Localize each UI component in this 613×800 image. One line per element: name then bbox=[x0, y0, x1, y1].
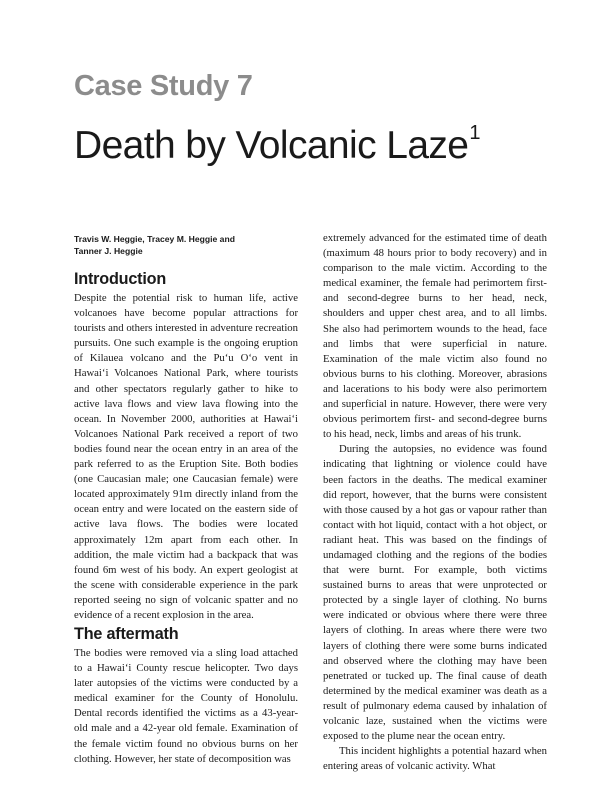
author-list bbox=[74, 233, 314, 257]
hazard-paragraph: This incident highlights a potential hazard when entering areas of volcanic activity. What bbox=[323, 745, 547, 773]
introduction-paragraph: Despite the potential risk to human life, active volcanoes have become popular attractions for tourists and others interested in adventure recreation pursuits. One such example is the ongoing eruption of Kilauea volcano and the Pu‘u O‘o vent in Hawai‘i Volcanoes National Park, where tourists and other spectators regularly gather to hike to active lava flows and view lava flowing into the ocean. In November 2000, authorities at Hawai‘i Volcanoes National Park received a report of two bodies found near the ocean entry in an area of the park referred to as the Eruption Site. Both bodies (one Caucasian male; one Caucasian female) were located approximately 91m directly inland from the ocean entry and were located on the eastern side of active lava flows. The bodies were located approximately 12m apart from each other. In addition, the male victim had a backpack that was found 6m west of his body. An expert geologist at the scene with considerable experience in the park reported seeing no sign of volcanic spatter and no evidence of a recent explosion in the area. bbox=[74, 292, 298, 621]
right-column bbox=[323, 231, 547, 774]
introduction-heading: Introduction bbox=[74, 270, 167, 288]
title-footnote-marker[interactable]: 1 bbox=[469, 122, 480, 144]
left-column-aftermath bbox=[74, 646, 298, 767]
author-line: Travis W. Heggie, Tracey M. Heggie and bbox=[74, 234, 235, 244]
aftermath-heading: The aftermath bbox=[74, 625, 179, 643]
author-line: Tanner J. Heggie bbox=[74, 246, 143, 256]
aftermath-paragraph-continued: extremely advanced for the estimated time of death (maximum 48 hours prior to body recovery) and in comparison to the male victim. According to the medical examiner, the female had perimortem first- and second-degree burns to her head, neck, shoulders and upper chest area, and to all limbs. She also had perimortem wounds to the head, face and limbs that were superficial in nature. Examination of the male victim also found no obvious burns to his clothing. Moreover, abrasions and lacerations to his body were also perimortem and superficial in nature. However, there were very obvious perimortem first- and second-degree burns to his head, neck, limbs and areas of his trunk. bbox=[323, 232, 547, 441]
left-column-intro bbox=[74, 291, 298, 623]
aftermath-paragraph-start: The bodies were removed via a sling load attached to a Hawai‘i County rescue helicopter. Two days later autopsies of the victims were conducted by a medical examiner for the County of Honolulu. Dental records identified the victims as a 43-year-old male and a 42-year old female. Examination of the female victim found no obvious burns on her clothing. However, her state of decomposition was bbox=[74, 647, 298, 765]
title-text: Death by Volcanic Laze bbox=[74, 124, 469, 167]
autopsy-paragraph: During the autopsies, no evidence was found indicating that lightning or violence could have been factors in the deaths. The medical examiner did report, however, that the burns were consistent with those caused by a hot gas or vapour rather than contact with hot liquid, contact with a hot object, or radiant heat. This was based on the findings of undamaged clothing and the regions of the bodies that were burnt. For example, both victims sustained burns to areas that were unprotected or protected by a single layer of clothing. No burns were indicated or obvious where there were three layers of clothing. In areas where there were two layers of clothing there were some burns indicated and observed where the clothing may have been penetrated or tucked up. The final cause of death determined by the medical examiner was death as a result of pulmonary edema caused by inhalation of volcanic laze, sustained when the victims were exposed to the plume near the ocean entry. bbox=[323, 443, 547, 743]
chapter-label: Case Study 7 bbox=[74, 70, 253, 102]
page-title bbox=[74, 122, 480, 168]
